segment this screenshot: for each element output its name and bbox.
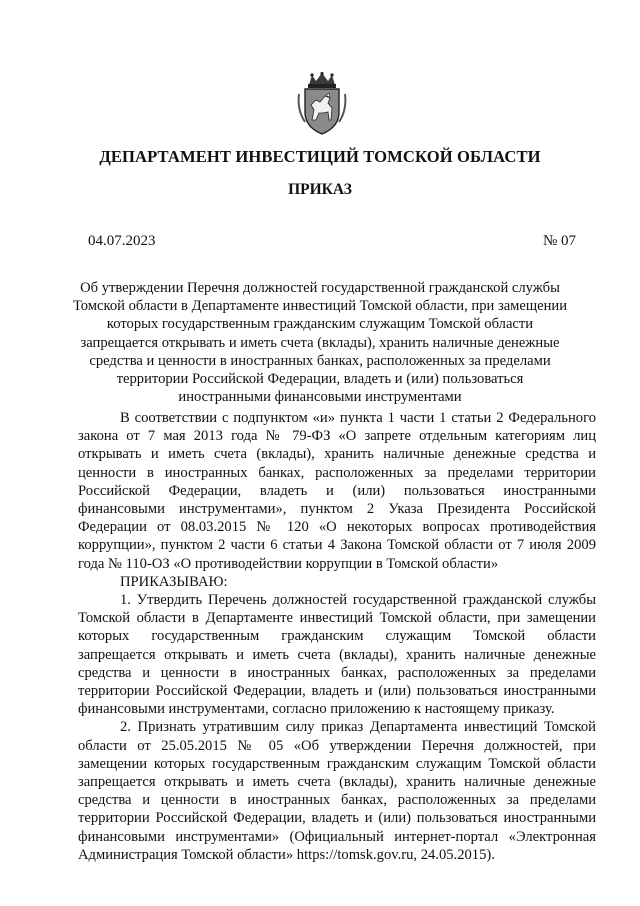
body-line: средства и ценности в иностранных банках, расположенных за пределами bbox=[78, 664, 596, 681]
body-line: Российской Федерации, владеть и (или) пользоваться иностранными bbox=[78, 482, 596, 499]
subject-line: средства и ценности в иностранных банках, расположенных за пределами bbox=[89, 352, 551, 369]
body-line: Томской области в Департаменте инвестиций Томской области, при замещении bbox=[78, 610, 596, 627]
body-line: финансовыми инструментами» (Официальный интернет-портал «Электронная bbox=[78, 828, 596, 845]
body-line: запрещается открывать и иметь счета (вклады), хранить наличные денежные bbox=[78, 774, 596, 791]
body-line: Федерации от 08.03.2015 № 120 «О некоторых вопросах противодействия bbox=[78, 519, 596, 536]
subject-line: которых государственным гражданским служащим Томской области bbox=[106, 316, 534, 333]
body-line: закона от 7 мая 2013 года № 79-ФЗ «О запрете отдельным категориям лиц bbox=[78, 428, 596, 445]
body-line: года № 110-ОЗ «О противодействии коррупции в Томской области» bbox=[78, 555, 499, 572]
body-line: запрещается открывать и иметь счета (вклады), хранить наличные денежные bbox=[78, 646, 596, 663]
tomsk-region-coat-of-arms-icon bbox=[295, 72, 349, 136]
subject-line: Томской области в Департаменте инвестиций Томской области, при замещении bbox=[72, 298, 568, 315]
body-line: коррупции», пунктом 2 части 6 статьи 4 Закона Томской области от 7 июля 2009 bbox=[78, 537, 596, 554]
body-line: области от 25.05.2015 № 05 «Об утверждении Перечня должностей, при bbox=[78, 737, 596, 754]
body-line: которых государственным гражданским служащим Томской области bbox=[78, 628, 596, 645]
body-line: финансовыми инструментами, согласно приложению к настоящему приказу. bbox=[78, 701, 555, 718]
order-subject bbox=[60, 279, 580, 406]
department-name: ДЕПАРТАМЕНТ ИНВЕСТИЦИЙ ТОМСКОЙ ОБЛАСТИ bbox=[99, 147, 541, 166]
body-line: территории Российской Федерации, владеть и (или) пользоваться иностранными bbox=[78, 683, 596, 700]
order-body bbox=[78, 409, 596, 864]
body-line: замещении которых государственным гражданским служащим Томской области bbox=[78, 755, 596, 772]
body-line: территории Российской Федерации, владеть и (или) пользоваться иностранными bbox=[78, 810, 596, 827]
body-line: 2. Признать утратившим силу приказ Департамента инвестиций Томской bbox=[120, 719, 596, 736]
body-line: финансовыми инструментами», пунктом 2 Указа Президента Российской bbox=[78, 501, 596, 518]
order-date: 04.07.2023 bbox=[88, 233, 156, 249]
order-number: № 07 bbox=[542, 233, 576, 249]
subject-line: запрещается открывать и иметь счета (вклады), хранить наличные денежные bbox=[80, 334, 560, 351]
body-line: В соответствии с подпунктом «и» пункта 1 части 1 статьи 2 Федерального bbox=[120, 410, 596, 426]
body-line: 1. Утвердить Перечень должностей государственной гражданской службы bbox=[120, 592, 596, 609]
subject-line: территории Российской Федерации, владеть и (или) пользоваться bbox=[116, 371, 524, 388]
document-type: ПРИКАЗ bbox=[288, 181, 352, 198]
subject-line: иностранными финансовыми инструментами bbox=[178, 389, 462, 406]
order-keyword: ПРИКАЗЫВАЮ: bbox=[120, 573, 228, 590]
body-line: ценности в иностранных банках, расположенных за пределами территории bbox=[78, 464, 596, 481]
subject-line: Об утверждении Перечня должностей государственной гражданской службы bbox=[80, 280, 560, 296]
body-line: средства и ценности в иностранных банках, расположенных за пределами bbox=[78, 792, 596, 809]
body-line: Администрация Томской области» https://tomsk.gov.ru, 24.05.2015). bbox=[78, 846, 495, 863]
body-line: открывать и иметь счета (вклады), хранить наличные денежные средства и bbox=[78, 446, 596, 463]
